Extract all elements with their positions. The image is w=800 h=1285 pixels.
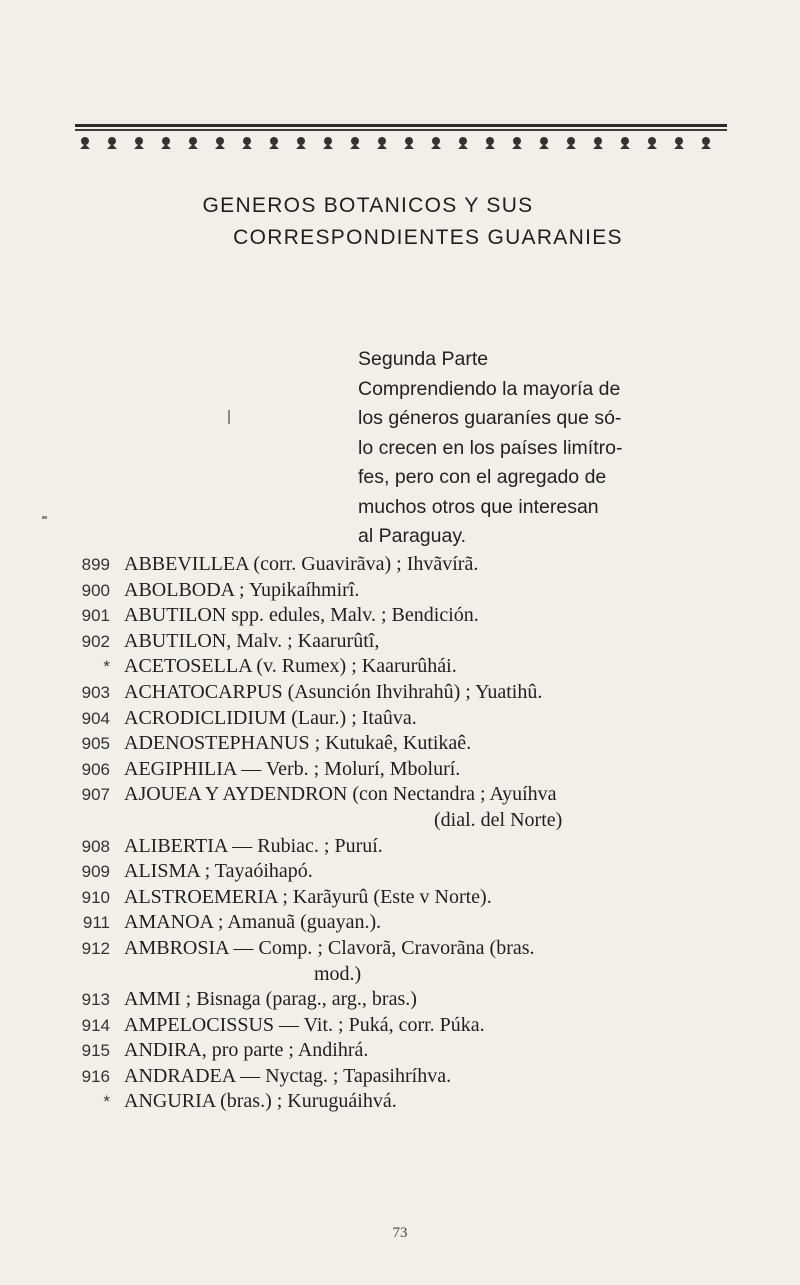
ornament-motif — [323, 144, 333, 149]
entry-number: 912 — [81, 938, 110, 958]
ornament-motif — [675, 137, 683, 145]
entry-list — [60, 552, 780, 1115]
ornament-motif — [620, 144, 630, 149]
ornament-motif — [405, 137, 413, 145]
ornament-motif — [674, 144, 684, 149]
entry-text: AEGIPHILIA — Verb. ; Molurí, Mbolurí. — [124, 757, 461, 780]
entry-number: * — [103, 1092, 110, 1112]
entry-row — [60, 782, 780, 833]
entry-text: ALSTROEMERIA ; Karãyurû (Este v Norte). — [124, 885, 492, 908]
entry-text: ABUTILON, Malv. ; Kaarurûtî, — [124, 629, 380, 652]
entry-text: AMANOA ; Amanuã (guayan.). — [124, 911, 382, 934]
entry-number: 907 — [81, 785, 110, 805]
ornament-motif — [512, 144, 522, 149]
entry-row — [60, 552, 780, 578]
entry-row — [60, 578, 780, 604]
ornament-motif — [567, 137, 575, 145]
ornament-motif — [108, 137, 116, 145]
entry-row — [60, 1013, 780, 1039]
entry-text: ACHATOCARPUS (Asunción Ihvihrahû) ; Yuatihû. — [124, 680, 543, 703]
entry-text: ABBEVILLEA (corr. Guavirãva) ; Ihvãvírã. — [124, 553, 479, 575]
ornament-motif — [647, 144, 657, 149]
entry-number: 900 — [81, 580, 110, 600]
intro-line: Comprendiendo la mayoría de — [358, 377, 621, 400]
ornament-motif — [351, 137, 359, 145]
intro-line: fes, pero con el agregado de — [358, 466, 607, 488]
ornament-motif — [513, 137, 521, 145]
ornament-motif — [702, 137, 710, 145]
ornament-motif — [269, 144, 279, 149]
ornament-motif — [242, 144, 252, 149]
ornament-motif — [81, 137, 89, 145]
ornament-motif — [594, 137, 602, 145]
ornament-motif — [324, 137, 332, 145]
entry-text: ANDIRA, pro parte ; Andihrá. — [124, 1039, 369, 1062]
entry-row — [60, 603, 780, 629]
entry-number: 899 — [81, 555, 110, 574]
entry-number: 914 — [81, 1015, 110, 1035]
entry-row — [60, 680, 780, 706]
entry-number: 908 — [81, 836, 110, 856]
entry-number: 903 — [81, 682, 110, 702]
ornament-motif — [458, 144, 468, 149]
entry-text: AJOUEA Y AYDENDRON (con Nectandra ; Ayuíhva — [124, 783, 557, 806]
entry-row — [60, 885, 780, 911]
ornament-motif — [566, 144, 576, 149]
entry-text: ABOLBODA ; Yupikaíhmirî. — [124, 578, 360, 601]
entry-row — [60, 1089, 780, 1115]
entry-number: 902 — [81, 631, 110, 651]
page-number: 73 — [392, 1225, 408, 1241]
decorative-border-ornament — [75, 122, 727, 164]
ornament-motif — [377, 144, 387, 149]
entry-text: ANDRADEA — Nyctag. ; Tapasihríhva. — [124, 1064, 452, 1087]
entry-row — [60, 706, 780, 732]
entry-number: 913 — [81, 990, 110, 1010]
entry-row — [60, 834, 780, 860]
entry-continuation: mod.) — [314, 962, 362, 985]
entry-text: AMMI ; Bisnaga (parag., arg., bras.) — [124, 988, 417, 1011]
page-title-line-2: CORRESPONDIENTES GUARANIES — [233, 226, 623, 249]
ornament-motif — [404, 144, 414, 149]
ornament-motif — [188, 144, 198, 149]
ornament-motif — [350, 144, 360, 149]
entry-number: 910 — [81, 887, 110, 907]
ornament-motif — [593, 144, 603, 149]
ornament-motif — [540, 137, 548, 145]
entry-number: 904 — [81, 708, 110, 728]
print-speck — [228, 410, 230, 424]
ornament-motif — [107, 144, 117, 149]
entry-number: 916 — [81, 1066, 110, 1086]
section-intro — [358, 345, 688, 552]
ornament-motif — [134, 144, 144, 149]
intro-line: muchos otros que interesan — [358, 495, 599, 518]
entry-continuation: (dial. del Norte) — [434, 808, 563, 831]
entry-text: ACRODICLIDIUM (Laur.) ; Itaûva. — [124, 706, 417, 729]
entry-text: ACETOSELLA (v. Rumex) ; Kaarurûhái. — [124, 655, 457, 678]
entry-row — [60, 1038, 780, 1064]
ornament-motif — [701, 144, 711, 149]
entry-number: * — [103, 657, 110, 677]
ornament-motif — [459, 137, 467, 145]
entry-row — [60, 910, 780, 936]
entry-row — [60, 1064, 780, 1090]
entry-text: ABUTILON spp. edules, Malv. ; Bendición. — [124, 604, 479, 627]
ornament-motif — [432, 137, 440, 145]
page-title-line-1: GENEROS BOTANICOS Y SUS — [202, 194, 534, 217]
entry-row — [60, 859, 780, 885]
ornament-motif — [431, 144, 441, 149]
entry-text: ALIBERTIA — Rubiac. ; Puruí. — [124, 834, 383, 857]
ornament-motif — [243, 137, 251, 145]
entry-number: 915 — [81, 1041, 110, 1061]
ornament-motif — [161, 144, 171, 149]
entry-number: 901 — [81, 606, 110, 626]
ornament-motif — [648, 137, 656, 145]
entry-text: AMBROSIA — Comp. ; Clavorã, Cravorãna (bras. — [124, 936, 535, 959]
entry-number: 905 — [81, 734, 110, 754]
entry-row — [60, 731, 780, 757]
entry-text: ADENOSTEPHANUS ; Kutukaê, Kutikaê. — [124, 732, 472, 755]
ornament-motif — [80, 144, 90, 149]
ornament-motif — [378, 137, 386, 145]
ornament-motif — [485, 144, 495, 149]
ornament-motif — [296, 144, 306, 149]
ornament-motif — [189, 137, 197, 145]
entry-text: ANGURIA (bras.) ; Kuruguáihvá. — [124, 1090, 397, 1113]
intro-line: lo crecen en los países limítro- — [358, 436, 623, 459]
entry-row — [60, 936, 780, 987]
entry-row — [60, 629, 780, 655]
entry-text: AMPELOCISSUS — Vit. ; Puká, corr. Púka. — [124, 1013, 485, 1036]
entry-row — [60, 987, 780, 1013]
ornament-motif — [215, 144, 225, 149]
ornament-motif — [539, 144, 549, 149]
entry-row — [60, 654, 780, 680]
print-speck — [42, 516, 47, 519]
ornament-motif — [162, 137, 170, 145]
entry-number: 909 — [81, 862, 110, 882]
intro-line: al Paraguay. — [358, 525, 467, 547]
ornament-motif — [216, 137, 224, 145]
entry-number: 911 — [82, 913, 110, 933]
ornament-motif — [270, 137, 278, 145]
entry-number: 906 — [81, 759, 110, 779]
ornament-motif — [621, 137, 629, 145]
ornament-motif — [486, 137, 494, 145]
ornament-motif — [297, 137, 305, 145]
entry-text: ALISMA ; Tayaóihapó. — [124, 860, 313, 883]
intro-line: Segunda Parte — [358, 348, 489, 370]
ornament-motif — [135, 137, 143, 145]
entry-row — [60, 757, 780, 783]
intro-line: los géneros guaraníes que só- — [358, 407, 622, 429]
